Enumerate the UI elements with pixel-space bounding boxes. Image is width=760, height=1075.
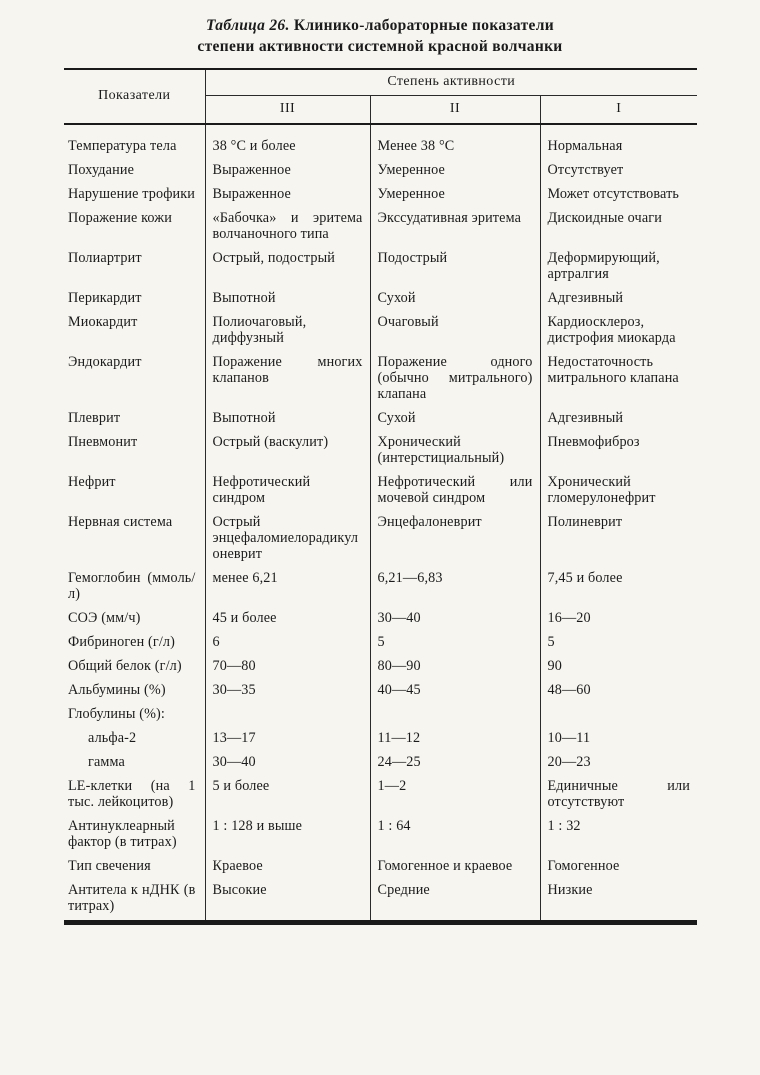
grade-ii-value: Хронический (интерстициальный) (370, 432, 540, 472)
row-indicator: Глобулины (%): (68, 705, 165, 722)
grade-i-value: Отсутствует (540, 160, 697, 184)
table-row (64, 124, 697, 160)
grade-iii-value: Острый энцефаломиелорадикулоневрит (205, 512, 370, 568)
row-indicator: Температура тела (68, 137, 177, 154)
table-row (64, 704, 697, 728)
grade-i-value: Адгезивный (540, 288, 697, 312)
grade-i-value: 20—23 (540, 752, 697, 776)
grade-ii-value: 11—12 (370, 728, 540, 752)
grade-i-value (540, 704, 697, 728)
table-row (64, 608, 697, 632)
table-row (64, 408, 697, 432)
column-header-grade-i: I (540, 95, 697, 124)
grade-ii-value: 6,21—6,83 (370, 568, 540, 608)
row-indicator: Эндокардит (68, 353, 142, 370)
grade-iii-value: Выпотной (205, 408, 370, 432)
table-row (64, 680, 697, 704)
grade-i-value: 10—11 (540, 728, 697, 752)
lupus-activity-table (64, 68, 697, 925)
row-indicator: Миокардит (68, 313, 138, 330)
table-row (64, 288, 697, 312)
grade-i-value: Дискоидные очаги (540, 208, 697, 248)
grade-ii-value: Подострый (370, 248, 540, 288)
grade-i-value: Нормальная (540, 124, 697, 160)
grade-ii-value: 30—40 (370, 608, 540, 632)
grade-i-value: 1 : 32 (540, 816, 697, 856)
table-row (64, 568, 697, 608)
table-title-line2: степени активности системной красной волчанки (197, 37, 563, 55)
row-indicator: гамма (88, 753, 125, 770)
table-number-label: Таблица 26. (206, 17, 290, 34)
row-indicator: Тип свечения (68, 857, 151, 874)
grade-i-value: 7,45 и более (540, 568, 697, 608)
table-body (64, 124, 697, 923)
grade-i-value: Полиневрит (540, 512, 697, 568)
table-title-line1: Клинико-лабораторные показатели (293, 17, 554, 34)
grade-i-value: Единичные или отсутствуют (540, 776, 697, 816)
row-indicator: Поражение кожи (68, 209, 172, 226)
grade-iii-value: менее 6,21 (205, 568, 370, 608)
grade-iii-value: Выпотной (205, 288, 370, 312)
table-row (64, 312, 697, 352)
table-row (64, 472, 697, 512)
grade-ii-value: 40—45 (370, 680, 540, 704)
row-indicator: Фибриноген (г/л) (68, 633, 176, 650)
table-row (64, 856, 697, 880)
grade-iii-value: 1 : 128 и выше (205, 816, 370, 856)
column-header-grade-ii: II (370, 95, 540, 124)
grade-ii-value: Сухой (370, 408, 540, 432)
grade-iii-value: 5 и более (205, 776, 370, 816)
table-row (64, 248, 697, 288)
grade-i-value: Недостаточность митрального клапана (540, 352, 697, 408)
grade-ii-value: Поражение одного (обычно митрального) клапана (370, 352, 540, 408)
table-header (64, 69, 697, 124)
grade-iii-value: 13—17 (205, 728, 370, 752)
grade-iii-value (205, 704, 370, 728)
table-row (64, 160, 697, 184)
table-row (64, 728, 697, 752)
column-header-indicators: Показатели (64, 69, 205, 124)
grade-iii-value: 45 и более (205, 608, 370, 632)
grade-ii-value: 1—2 (370, 776, 540, 816)
grade-ii-value: 5 (370, 632, 540, 656)
grade-iii-value: Выраженное (205, 160, 370, 184)
grade-iii-value: Выраженное (205, 184, 370, 208)
row-indicator: Похудание (68, 161, 135, 178)
table-row (64, 208, 697, 248)
column-header-grade-iii: III (205, 95, 370, 124)
grade-ii-value: 80—90 (370, 656, 540, 680)
table-row (64, 656, 697, 680)
grade-ii-value: Очаговый (370, 312, 540, 352)
grade-iii-value: Острый, подострый (205, 248, 370, 288)
table-row (64, 632, 697, 656)
row-indicator: LE-клетки (на 1 тыс. лейкоцитов) (68, 777, 196, 810)
column-header-activity-degree: Степень активности (205, 69, 697, 96)
grade-i-value: Кардиосклероз, дистрофия миокарда (540, 312, 697, 352)
row-indicator: Общий белок (г/л) (68, 657, 182, 674)
grade-ii-value: Умеренное (370, 160, 540, 184)
grade-ii-value: Сухой (370, 288, 540, 312)
row-indicator: альфа-2 (88, 729, 137, 746)
table-row (64, 512, 697, 568)
table-row (64, 816, 697, 856)
table-row (64, 184, 697, 208)
grade-iii-value: 30—35 (205, 680, 370, 704)
grade-i-value: Гомогенное (540, 856, 697, 880)
grade-i-value: Пневмофиброз (540, 432, 697, 472)
grade-iii-value: Нефротический синдром (205, 472, 370, 512)
grade-i-value: Низкие (540, 880, 697, 923)
row-indicator: СОЭ (мм/ч) (68, 609, 141, 626)
grade-ii-value: Нефротический или мочевой синдром (370, 472, 540, 512)
grade-i-value: 16—20 (540, 608, 697, 632)
row-indicator: Пневмонит (68, 433, 138, 450)
grade-i-value: Адгезивный (540, 408, 697, 432)
row-indicator: Перикардит (68, 289, 142, 306)
grade-iii-value: 6 (205, 632, 370, 656)
table-row (64, 432, 697, 472)
row-indicator: Нефрит (68, 473, 116, 490)
table-row (64, 752, 697, 776)
row-indicator: Полиартрит (68, 249, 142, 266)
grade-ii-value: Гомогенное и краевое (370, 856, 540, 880)
grade-i-value: Может отсутствовать (540, 184, 697, 208)
row-indicator: Антитела к нДНК (в титрах) (68, 881, 196, 914)
grade-ii-value: Менее 38 °С (370, 124, 540, 160)
grade-i-value: Хронический гломерулонефрит (540, 472, 697, 512)
table-row (64, 352, 697, 408)
grade-iii-value: «Бабочка» и эритема волчаночного типа (205, 208, 370, 248)
table-title (120, 0, 640, 58)
grade-iii-value: Острый (васкулит) (205, 432, 370, 472)
grade-ii-value: 1 : 64 (370, 816, 540, 856)
row-indicator: Нервная система (68, 513, 173, 530)
grade-iii-value: 38 °С и более (205, 124, 370, 160)
table-row (64, 880, 697, 923)
grade-iii-value: Поражение многих клапанов (205, 352, 370, 408)
grade-i-value: 5 (540, 632, 697, 656)
grade-ii-value: 24—25 (370, 752, 540, 776)
row-indicator: Нарушение трофики (68, 185, 196, 202)
grade-iii-value: 70—80 (205, 656, 370, 680)
grade-ii-value: Экссудативная эритема (370, 208, 540, 248)
row-indicator: Альбумины (%) (68, 681, 166, 698)
grade-i-value: 90 (540, 656, 697, 680)
grade-i-value: 48—60 (540, 680, 697, 704)
grade-i-value: Деформирующий, артралгия (540, 248, 697, 288)
table-row (64, 776, 697, 816)
row-indicator: Гемоглобин (ммоль/л) (68, 569, 196, 602)
grade-iii-value: Полиочаговый, диффузный (205, 312, 370, 352)
grade-iii-value: Высокие (205, 880, 370, 923)
grade-ii-value: Средние (370, 880, 540, 923)
grade-iii-value: Краевое (205, 856, 370, 880)
row-indicator: Антинуклеарный фактор (в титрах) (68, 817, 177, 850)
row-indicator: Плеврит (68, 409, 121, 426)
grade-ii-value: Умеренное (370, 184, 540, 208)
grade-ii-value: Энцефалоневрит (370, 512, 540, 568)
grade-ii-value (370, 704, 540, 728)
grade-iii-value: 30—40 (205, 752, 370, 776)
